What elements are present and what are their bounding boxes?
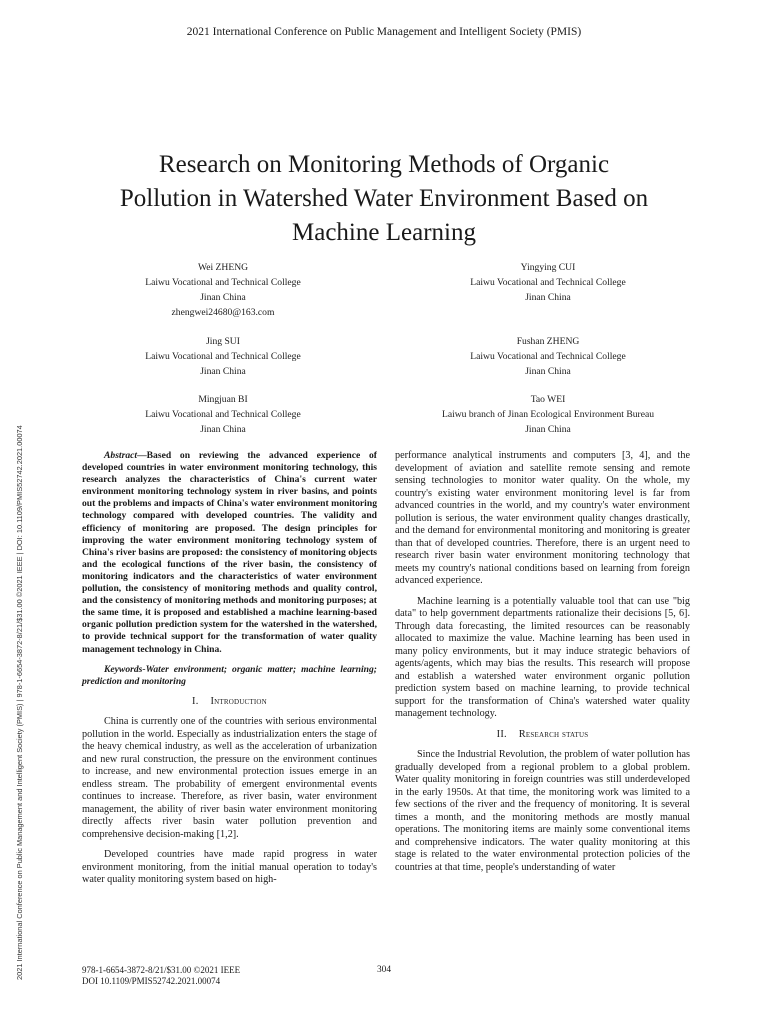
sidebar-citation-text: 2021 International Conference on Public Management and Intelligent Society (PMIS) | 978-1-6654-3872-8/21/$31.00 ©2021 IEEE | DOI: 10.1109/PMIS52742.2021.00074	[15, 425, 24, 980]
author-location: Jinan China	[200, 424, 246, 435]
body-paragraph: China is currently one of the countries with serious environmental pollution in the world. Especially as industrialization enters the stage of the heavy chemical industry, as well as the acceleration of urbanization and new rural construction, the pressure on the environment continues to increase, and new environmental protection issues emerge in an endless stream. The probability of emergent environmental events continues to increase. Therefore, as river basin, water environment management, the ability of river basin water environment monitoring directly affects river basin water pollution prevention and comprehensive decision-making [1,2].	[82, 716, 377, 840]
section-number: II.	[496, 728, 507, 740]
body-paragraph: performance analytical instruments and computers [3, 4], and the development of aviation and satellite remote sensing and remote sensing technologies to monitor water quality. On the whole, my country's existing water environment monitoring level is far from advanced countries in the world, and my country's water environment pollution is serious, the water environment quality changes drastically, and the demand for environmental monitoring and monitoring is greater than that of developed countries. Therefore, there is an urgent need to research river basin water environment monitoring technology that meets my country's national conditions based on learning from foreign advanced experience.	[395, 450, 690, 586]
author-name: Tao WEI	[530, 394, 566, 405]
author-block	[418, 392, 678, 437]
section-heading	[395, 729, 690, 742]
author-name: Wei ZHENG	[197, 262, 249, 273]
abstract	[82, 450, 377, 656]
author-name: Mingjuan BI	[198, 394, 248, 405]
section-heading	[82, 696, 377, 709]
author-location: Jinan China	[200, 292, 246, 303]
body-paragraph: Developed countries have made rapid progress in water environment monitoring, from the initial manual operation to today's water quality monitoring system based on high-	[82, 849, 377, 886]
paper-title: Research on Monitoring Methods of Organic Pollution in Watershed Water Environment Based on Machine Learning	[119, 151, 649, 246]
abstract-body: —Based on reviewing the advanced experience of developed countries in water environment monitoring technology, this research analyzes the characteristics of China's current water environment monitoring technology system in river basins, and points out the problems and impacts of China's water environment monitoring technology compared with developed countries. The validity and efficiency of monitoring are proposed. The design principles for improving the water environment monitoring technology system of China's river basins are proposed: the consistency of monitoring objects and the ecological functions of the river basin, the consistency of monitoring indicators and the characteristics of water environment pollution, the consistency of monitoring methods and quality control, and the consistency of monitoring methods and monitoring purposes; at the same time, it is proposed and established a machine learning-based organic pollution prediction system for the watershed in the watershed, to provide technical support for the transformation of water quality management technology in China.	[82, 450, 377, 655]
abstract-label: Abstract	[104, 450, 138, 461]
keywords: Keywords-Water environment; organic matter; machine learning; prediction and monitoring	[82, 663, 377, 687]
author-block	[108, 260, 338, 320]
author-block	[418, 260, 678, 305]
body-paragraph: Machine learning is a potentially valuable tool that can use "big data" to help government departments rationalize their decisions [5, 6]. Through data forecasting, the limited resources can be reasonably allocated to maximize the value. Machine learning has been used in many policy environments, but it may induce strategic behaviors of agents/agents, which may bias the results. This research will propose and establish a watershed water environment organic pollution prediction system based on machine learning, to provide technical support for the transformation of China's watershed water quality management technology.	[395, 595, 690, 719]
author-location: Jinan China	[525, 292, 571, 303]
author-email: zhengwei24680@163.com	[171, 307, 275, 318]
author-affiliation: Laiwu branch of Jinan Ecological Environment Bureau	[441, 409, 655, 420]
author-location: Jinan China	[200, 366, 246, 377]
author-affiliation: Laiwu Vocational and Technical College	[145, 409, 301, 420]
page-number: 304	[376, 965, 392, 975]
right-column	[395, 450, 690, 882]
author-block	[108, 392, 338, 437]
author-location: Jinan China	[525, 366, 571, 377]
footer-isbn: 978-1-6654-3872-8/21/$31.00 ©2021 IEEE	[82, 965, 241, 975]
author-affiliation: Laiwu Vocational and Technical College	[470, 351, 626, 362]
author-name: Yingying CUI	[520, 262, 576, 273]
author-affiliation: Laiwu Vocational and Technical College	[145, 351, 301, 362]
sidebar-citation	[4, 235, 26, 980]
section-number: I.	[192, 695, 199, 707]
left-column	[82, 450, 377, 895]
author-location: Jinan China	[525, 424, 571, 435]
author-affiliation: Laiwu Vocational and Technical College	[470, 277, 626, 288]
body-paragraph: Since the Industrial Revolution, the problem of water pollution has gradually developed from a regional problem to a global problem. Water quality monitoring in foreign countries was still underdeveloped in the early 1950s. At that time, the monitoring work was limited to a few sections of the river and the frequency of monitoring. It is several times a month, and the monitoring methods are mostly manual operations. The monitoring items are mainly some conventional items and comprehensive indicators. The water quality monitoring at this stage is related to the water environmental protection policies of the countries at that time, people's understanding of water	[395, 749, 690, 873]
section-title: Introduction	[210, 695, 267, 707]
conference-header: 2021 International Conference on Public Management and Intelligent Society (PMIS)	[186, 26, 582, 38]
section-title: Research status	[518, 728, 589, 740]
author-block	[108, 334, 338, 379]
author-affiliation: Laiwu Vocational and Technical College	[145, 277, 301, 288]
author-block	[418, 334, 678, 379]
author-name: Jing SUI	[206, 336, 240, 347]
author-name: Fushan ZHENG	[516, 336, 580, 347]
footer-doi: DOI 10.1109/PMIS52742.2021.00074	[82, 976, 221, 986]
